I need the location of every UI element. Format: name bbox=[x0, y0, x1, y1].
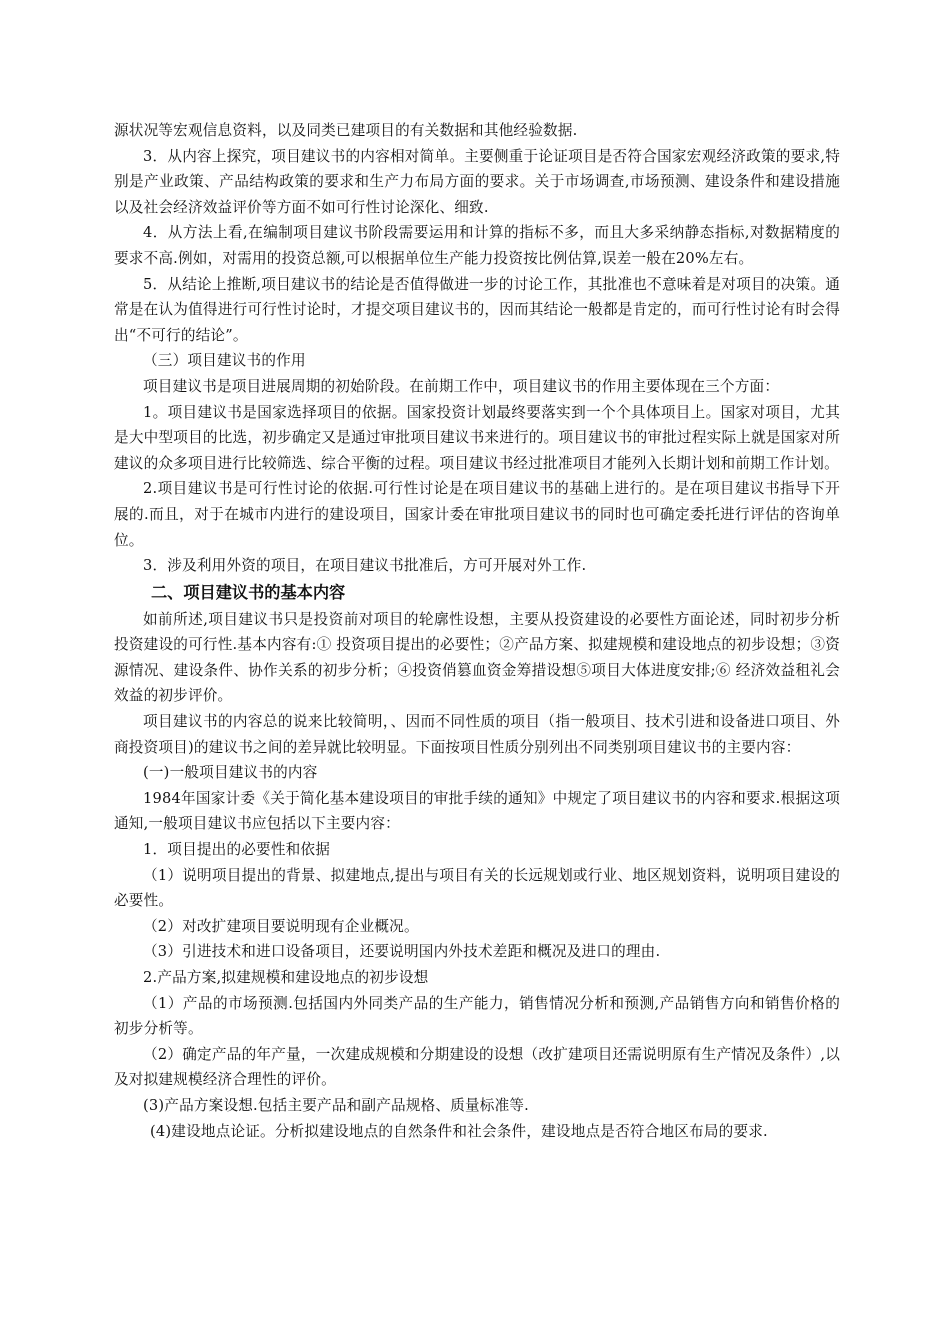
paragraph-13: （1）说明项目提出的背景、拟建地点,提出与项目有关的长远规划或行业、地区规划资料，说明项目建设的必要性。 bbox=[114, 866, 840, 910]
paragraph-4: 5．从结论上推断,项目建议书的结论是否值得做进一步的讨论工作，其批准也不意味着是对项目的决策。通常是在认为值得进行可行性讨论时，才提交项目建议书的，因而其结论一般都是肯定的，而可行性讨论有时会得出“不可行的结论”。 bbox=[114, 275, 840, 344]
paragraph-7: 2.项目建议书是可行性讨论的依据.可行性讨论是在项目建议书的基础上进行的。是在项目建议书指导下开展的.而且，对于在城市内进行的建设项目，国家计委在审批项目建议书的同时也可确定委托进行评估的咨询单位。 bbox=[114, 480, 840, 549]
chapter-heading-basic-content: 二、项目建议书的基本内容 bbox=[151, 582, 346, 602]
paragraph-1: 源状况等宏观信息资料，以及同类已建项目的有关数据和其他经验数据. bbox=[114, 122, 578, 139]
section-heading-role: （三）项目建议书的作用 bbox=[143, 352, 306, 370]
paragraph-19: (3)产品方案设想.包括主要产品和副产品规格、质量标准等. bbox=[143, 1096, 530, 1114]
paragraph-8: 3．涉及利用外资的项目，在项目建议书批准后，方可开展对外工作. bbox=[143, 557, 587, 575]
paragraph-15: （3）引进技术和进口设备项目，还要说明国内外技术差距和概况及进口的理由. bbox=[143, 943, 661, 961]
paragraph-6: 1。项目建议书是国家选择项目的依据。国家投资计划最终要落实到一个个具体项目上。国家对项目，尤其是大中型项目的比选，初步确定又是通过审批项目建议书来进行的。项目建议书的审批过程实际上就是国家对所建议的众多项目进行比较筛选、综合平衡的过程。项目建议书经过批准项目才能列入长期计划和前期工作计划。 bbox=[114, 403, 840, 472]
document-page bbox=[114, 118, 840, 1144]
paragraph-18: （2）确定产品的年产量，一次建成规模和分期建设的设想（改扩建项目还需说明原有生产情况及条件）,以及对拟建规模经济合理性的评价。 bbox=[114, 1045, 840, 1089]
paragraph-2: 3．从内容上探究，项目建议书的内容相对简单。主要侧重于论证项目是否符合国家宏观经济政策的要求,特别是产业政策、产品结构政策的要求和生产力布局方面的要求。关于市场调查,市场预测、建设条件和建设措施以及社会经济效益评价等方面不如可行性讨论深化、细致. bbox=[114, 147, 840, 216]
paragraph-16: 2.产品方案,拟建规模和建设地点的初步设想 bbox=[143, 969, 429, 986]
paragraph-12: 1．项目提出的必要性和依据 bbox=[143, 841, 331, 859]
section-heading-general-project: (一)一般项目建议书的内容 bbox=[143, 764, 318, 782]
paragraph-20: (4)建设地点论证。分析拟建设地点的自然条件和社会条件，建设地点是否符合地区布局的要求. bbox=[150, 1122, 768, 1140]
paragraph-11: 1984年国家计委《关于简化基本建设项目的审批手续的通知》中规定了项目建议书的内容和要求.根据这项通知,一般项目建议书应包括以下主要内容： bbox=[114, 789, 840, 833]
paragraph-5: 项目建议书是项目进展周期的初始阶段。在前期工作中，项目建议书的作用主要体现在三个方面： bbox=[143, 377, 780, 395]
paragraph-17: （1）产品的市场预测.包括国内外同类产品的生产能力，销售情况分析和预测,产品销售方向和销售价格的初步分析等。 bbox=[114, 994, 840, 1038]
paragraph-9: 如前所述,项目建议书只是投资前对项目的轮廓性设想，主要从投资建设的必要性方面论述，同时初步分析投资建设的可行性.基本内容有:① 投资项目提出的必要性；②产品方案、拟建规模和建设地点的初步设想；③资源情况、建设条件、协作关系的初步分析；④投资俏篡血资金筹措设想⑤项目大体进度安排;⑥ 经济效益租礼会效益的初步评价。 bbox=[114, 610, 840, 705]
paragraph-3: 4．从方法上看,在编制项目建议书阶段需要运用和计算的指标不多，而且大多采纳静态指标,对数据精度的要求不高.例如，对需用的投资总额,可以根据单位生产能力投资按比例估算,误差一般在20%左右。 bbox=[114, 224, 840, 267]
paragraph-14: （2）对改扩建项目要说明现有企业概况。 bbox=[143, 917, 419, 935]
paragraph-10: 项目建议书的内容总的说来比较简明，、因而不同性质的项目（指一般项目、技术引进和设备进口项目、外商投资项目)的建议书之间的差异就比较明显。下面按项目性质分别列出不同类别项目建议书的主要内容： bbox=[114, 713, 840, 756]
